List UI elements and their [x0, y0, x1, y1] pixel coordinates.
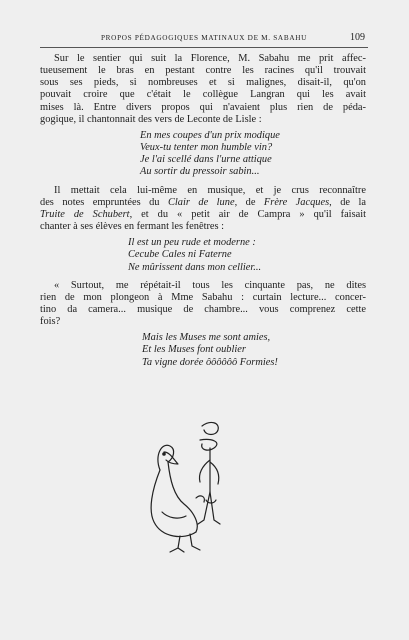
body-text — [40, 53, 366, 375]
text-run: , de — [234, 196, 264, 208]
text-run: des notes empruntées du — [40, 196, 168, 208]
text-line: tueusement le bras en pestant contre les racines qu'il trouvait — [40, 65, 366, 77]
verse-line: Ne mûrissent dans mon cellier... — [128, 261, 262, 273]
verse-line: En mes coupes d'un prix modique — [140, 129, 280, 141]
verse-line: Au sortir du pressoir sabin... — [140, 166, 260, 178]
text-line — [40, 197, 366, 209]
text-line: gogique, il chantonnait des vers de Leconte de Lisle : — [40, 113, 262, 125]
text-line — [40, 209, 366, 221]
verse-1 — [140, 130, 366, 179]
text-line: sous ses pieds, si nombreuses et si malignes, disait-il, qu'on — [40, 77, 366, 89]
verse-2 — [128, 237, 366, 273]
text-line: chanter à ses élèves en fermant les fenêtres : — [40, 221, 225, 233]
title-truite: Truite de Schubert — [40, 208, 130, 220]
paragraph-3 — [40, 280, 366, 329]
text-line: rien de mon plongeon à Mme Sabahu : curtain lecture... concer- — [40, 291, 366, 303]
text-run: , de la — [329, 196, 366, 208]
text-line: Il mettait cela lui-même en musique, et je crus reconnaître — [54, 184, 366, 196]
title-frere-jacques: Frère Jacques — [263, 196, 330, 208]
goose-sketch-illustration — [140, 400, 240, 570]
page-number: 109 — [350, 32, 365, 43]
running-header: PROPOS PÉDAGOGIQUES MATINAUX DE M. SABAHU — [100, 34, 307, 42]
text-line: pouvait croire que c'était le collègue Langran qui les avait — [40, 89, 366, 101]
verse-line: Veux-tu tenter mon humble vin? — [140, 142, 273, 154]
verse-line: Il est un peu rude et moderne : — [128, 237, 256, 249]
verse-3 — [142, 332, 366, 368]
verse-line: Ta vigne dorée ôôôôôô Formies! — [142, 356, 278, 368]
paragraph-2 — [40, 185, 366, 234]
text-run: , et du « petit air de Campra » qu'il faisait — [129, 208, 366, 220]
text-line: mises là. Entre divers propos qui n'avaient plus rien de péda- — [40, 101, 366, 113]
verse-line: Je l'ai scellé dans l'urne attique — [140, 154, 272, 166]
text-line: tino da camera... musique de chambre... vous comprenez cette — [40, 303, 366, 315]
title-clair-de-lune: Clair de lune — [167, 196, 235, 208]
text-line: Sur le sentier qui suit la Florence, M. Sabahu me prit affec- — [54, 53, 366, 64]
header-rule — [40, 47, 368, 48]
verse-line: Cecube Cales ni Faterne — [128, 249, 232, 261]
text-line: fois? — [40, 316, 61, 328]
verse-line: Mais les Muses me sont amies, — [142, 332, 271, 344]
paragraph-1 — [40, 53, 366, 126]
text-line: « Surtout, me répétait-il tous les cinquante pas, ne dites — [54, 279, 366, 291]
verse-line: Et les Muses font oublier — [142, 344, 246, 356]
